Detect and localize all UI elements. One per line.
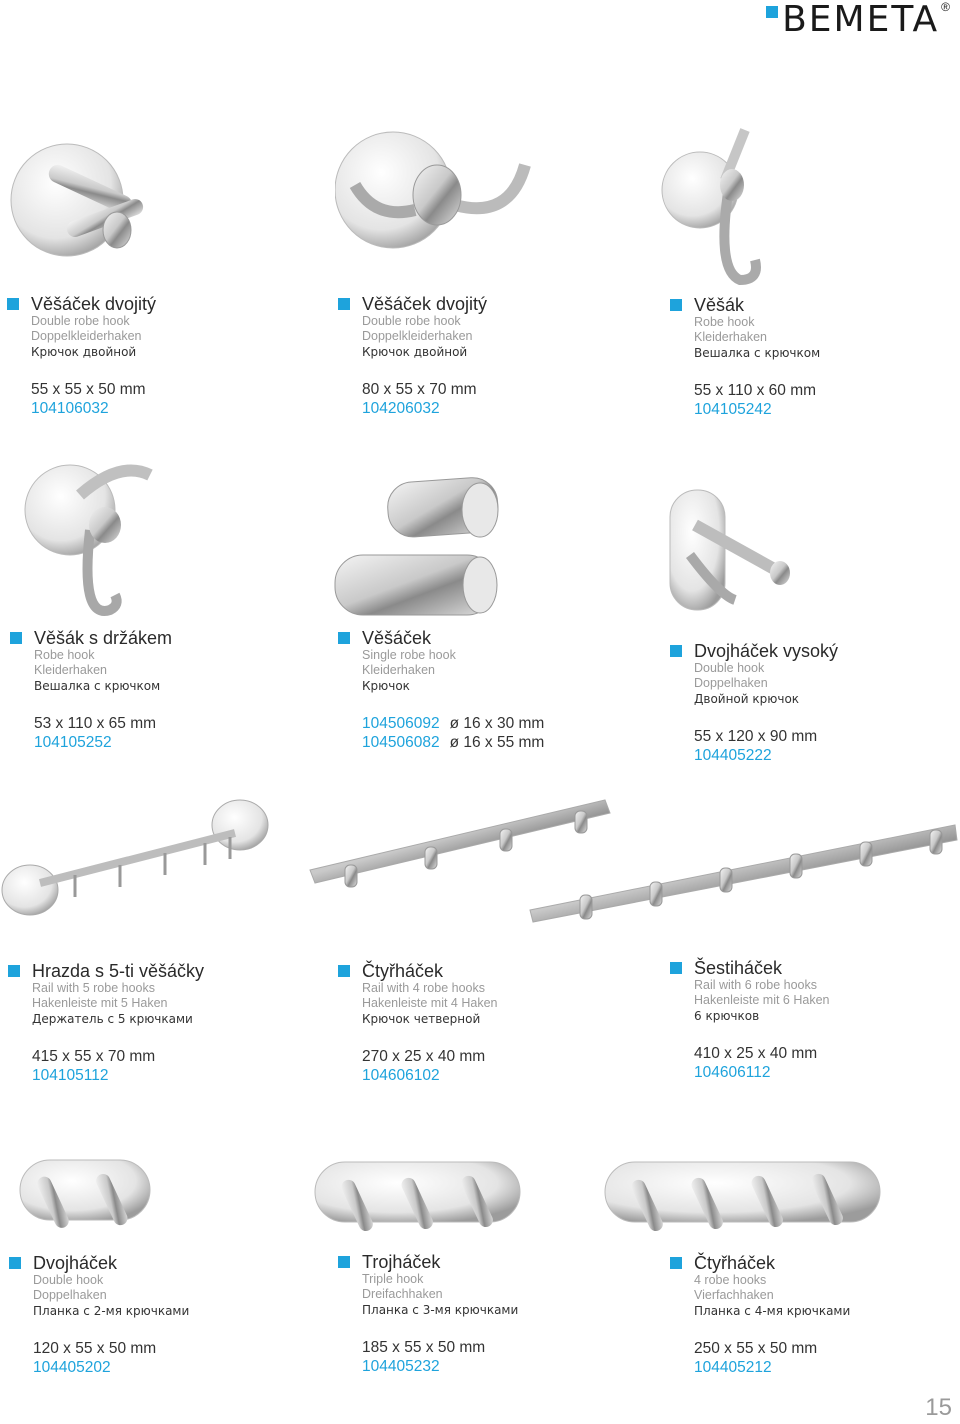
product-image-robe-hook-holder [20, 455, 155, 620]
product-dimensions: 80 x 55 x 70 mm [362, 381, 477, 398]
product-name-en: Double hook [33, 1273, 104, 1287]
product-card [694, 641, 960, 765]
product-card [32, 961, 312, 1085]
product-code: 104606112 [694, 1064, 771, 1081]
product-name: Dvojháček vysoký [694, 641, 839, 661]
product-name: Věšák [694, 295, 745, 315]
product-name: Věšáček [362, 628, 432, 648]
product-image-robe-hook [660, 120, 790, 295]
product-image-double-robe-hook-1 [5, 140, 165, 260]
product-name-en: Double hook [694, 661, 765, 675]
product-name-de: Vierfachhaken [694, 1288, 774, 1302]
product-card [694, 958, 960, 1082]
product-image-rail-5-hooks [0, 795, 275, 925]
bullet-square-icon [338, 632, 350, 644]
product-name-de: Doppelhaken [33, 1288, 107, 1302]
bullet-square-icon [670, 299, 682, 311]
product-code: 104405232 [362, 1358, 440, 1375]
product-code: 104506082 [362, 734, 440, 751]
product-name-ru: Планка с 4-мя крючками [694, 1304, 851, 1318]
bullet-square-icon [670, 962, 682, 974]
product-name-ru: 6 крючков [694, 1009, 760, 1023]
product-dimensions: 270 x 25 x 40 mm [362, 1048, 486, 1065]
bullet-square-icon [10, 632, 22, 644]
product-image-double-hook-plate [15, 1150, 155, 1235]
product-code: 104105242 [694, 401, 772, 418]
product-name-en: Rail with 6 robe hooks [694, 978, 817, 992]
product-dimensions: 55 x 120 x 90 mm [694, 728, 818, 745]
brand-logo [766, 0, 950, 40]
registered-mark: ® [941, 0, 950, 14]
product-code: 104105112 [32, 1067, 109, 1084]
product-name-de: Kleiderhaken [362, 663, 435, 677]
product-name-de: Hakenleiste mit 5 Haken [32, 996, 168, 1010]
product-name-de: Doppelkleiderhaken [31, 329, 142, 343]
bullet-square-icon [338, 298, 350, 310]
product-name-ru: Крючок двойной [31, 345, 137, 359]
product-name-de: Doppelkleiderhaken [362, 329, 473, 343]
product-name-en: Robe hook [694, 315, 755, 329]
product-code: 104106032 [31, 400, 109, 417]
logo-text: BEMETA [782, 0, 940, 40]
product-name: Hrazda s 5-ti věšáčky [32, 961, 205, 981]
product-code: 104506092 [362, 715, 440, 732]
bullet-square-icon [670, 1257, 682, 1269]
product-name-ru: Крючок [362, 679, 410, 693]
product-name-ru: Вешалка с крючком [34, 679, 161, 693]
product-dimensions: 250 x 55 x 50 mm [694, 1340, 818, 1357]
product-name-ru: Планка с 3-мя крючками [362, 1303, 519, 1317]
bullet-square-icon [338, 1256, 350, 1268]
bullet-square-icon [670, 645, 682, 657]
product-name: Trojháček [362, 1252, 441, 1272]
bullet-square-icon [338, 965, 350, 977]
variant-row [362, 714, 642, 733]
product-card [362, 294, 642, 418]
product-name-de: Hakenleiste mit 6 Haken [694, 993, 830, 1007]
product-dimensions: ø 16 x 30 mm [449, 715, 545, 732]
product-dimensions: ø 16 x 55 mm [449, 734, 545, 751]
product-name-en: Triple hook [362, 1272, 424, 1286]
product-name-en: Single robe hook [362, 648, 456, 662]
product-image-single-robe-hook [330, 470, 510, 635]
product-image-high-double-hook [665, 485, 815, 620]
product-name-en: Robe hook [34, 648, 95, 662]
product-card [31, 294, 311, 418]
product-image-triple-hook-plate [310, 1150, 525, 1240]
product-dimensions: 55 x 110 x 60 mm [694, 382, 817, 399]
product-name-de: Hakenleiste mit 4 Haken [362, 996, 498, 1010]
product-card [694, 295, 960, 419]
product-card [694, 1253, 960, 1377]
product-name-ru: Крючок двойной [362, 345, 468, 359]
product-code: 104105252 [34, 734, 112, 751]
product-code: 104405212 [694, 1359, 772, 1376]
product-name-de: Dreifachhaken [362, 1287, 443, 1301]
variant-row [362, 733, 642, 752]
product-name-de: Kleiderhaken [694, 330, 767, 344]
bullet-square-icon [8, 965, 20, 977]
product-code: 104405202 [33, 1359, 111, 1376]
product-name: Čtyřháček [362, 961, 444, 981]
product-name: Čtyřháček [694, 1253, 776, 1273]
product-dimensions: 55 x 55 x 50 mm [31, 381, 146, 398]
product-name-en: Double robe hook [31, 314, 130, 328]
product-name: Věšáček dvojitý [362, 294, 488, 314]
bullet-square-icon [7, 298, 19, 310]
product-card [362, 961, 642, 1085]
product-name-ru: Двойной крючок [694, 692, 800, 706]
product-name: Šestiháček [694, 958, 783, 978]
product-name-en: 4 robe hooks [694, 1273, 767, 1287]
product-code: 104206032 [362, 400, 440, 417]
product-code: 104405222 [694, 747, 772, 764]
product-dimensions: 415 x 55 x 70 mm [32, 1048, 156, 1065]
page-number: 15 [925, 1394, 952, 1421]
product-name-ru: Планка с 2-мя крючками [33, 1304, 190, 1318]
product-name-en: Rail with 4 robe hooks [362, 981, 485, 995]
product-name-ru: Держатель с 5 крючками [32, 1012, 193, 1026]
product-code: 104606102 [362, 1067, 440, 1084]
product-card [33, 1253, 313, 1377]
product-card [362, 1252, 642, 1376]
product-name-ru: Крючок четверной [362, 1012, 481, 1026]
product-name-de: Kleiderhaken [34, 663, 107, 677]
product-card [362, 628, 642, 752]
product-name-en: Rail with 5 robe hooks [32, 981, 155, 995]
product-image-rail-6-hooks [525, 820, 960, 925]
product-name-ru: Вешалка с крючком [694, 346, 821, 360]
product-image-double-robe-hook-2 [335, 125, 535, 260]
product-name-en: Double robe hook [362, 314, 461, 328]
product-image-quad-hook-plate [600, 1150, 885, 1240]
product-card [34, 628, 314, 752]
logo-square-icon [766, 6, 778, 18]
product-name-de: Doppelhaken [694, 676, 768, 690]
product-dimensions: 53 x 110 x 65 mm [34, 715, 157, 732]
product-name: Dvojháček [33, 1253, 118, 1273]
product-dimensions: 185 x 55 x 50 mm [362, 1339, 486, 1356]
product-dimensions: 120 x 55 x 50 mm [33, 1340, 157, 1357]
product-name: Věšáček dvojitý [31, 294, 157, 314]
product-dimensions: 410 x 25 x 40 mm [694, 1045, 818, 1062]
product-name: Věšák s držákem [34, 628, 173, 648]
bullet-square-icon [9, 1257, 21, 1269]
